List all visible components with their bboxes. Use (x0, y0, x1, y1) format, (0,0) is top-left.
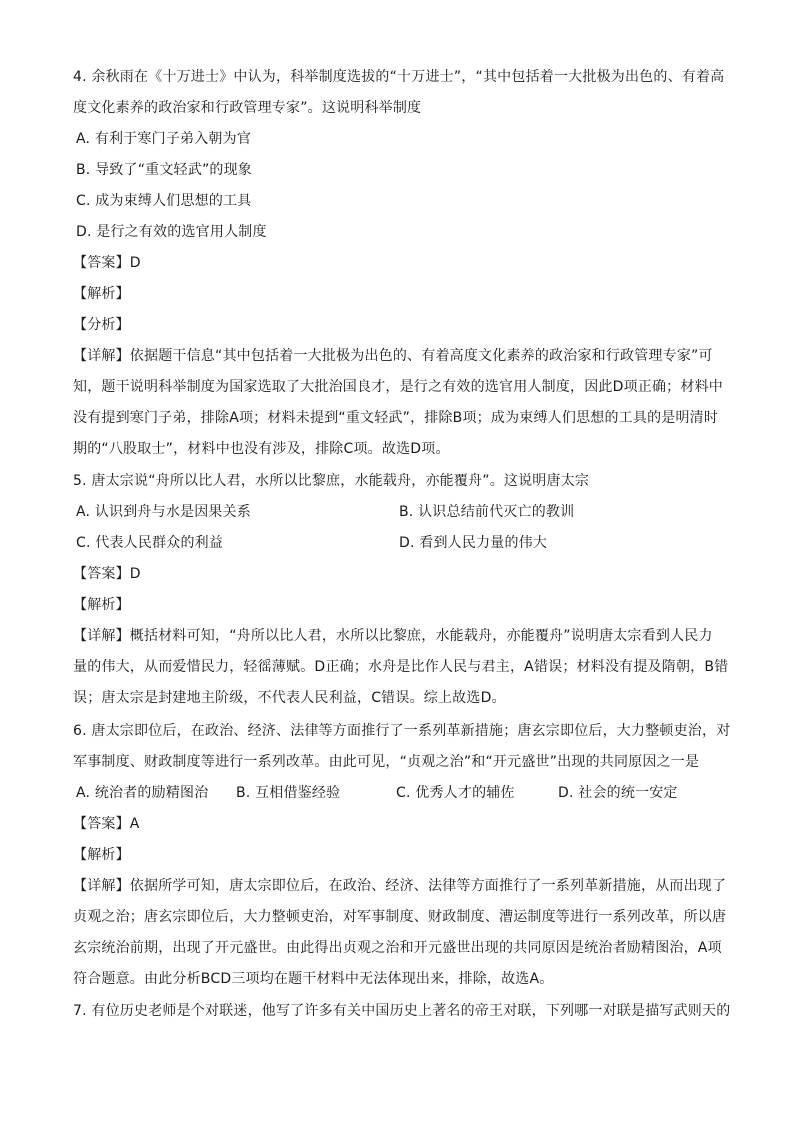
q5-option-a: A. 认识到舟与水是因果关系 (76, 504, 252, 520)
q4-stem-line-1: 4. 余秋雨在《十万进士》中认为，科举制度选拔的“十万进士”，“其中包括着一大批极为出色的、有着高 (73, 69, 725, 85)
q5-detail-line-2: 量的伟大，从而爱惜民力，轻徭薄赋。D正确；水舟是比作人民与君主，A错误；材料没有提及隋朝，B错 (73, 659, 729, 675)
q4-option-b: B. 导致了“重文轻武”的现象 (76, 162, 253, 178)
q6-detail-line-3: 玄宗统治前期，出现了开元盛世。由此得出贞观之治和开元盛世出现的共同原因是统治者励精图治，A项 (73, 940, 722, 956)
q6-stem-line-2: 军事制度、财政制度等进行一系列改革。由此可见，“贞观之治”和“开元盛世”出现的共同原因之一是 (73, 754, 700, 770)
q7-stem-line-1: 7. 有位历史老师是个对联迷，他写了许多有关中国历史上著名的帝王对联，下列哪一对联是描写武则天的 (73, 1003, 731, 1019)
q4-detail-line-1: 【详解】依据题干信息“其中包括着一大批极为出色的、有着高度文化素养的政治家和行政管理专家”可 (73, 348, 713, 364)
q6-option-c: C. 优秀人才的辅佐 (396, 785, 515, 801)
q6-detail-line-2: 贞观之治；唐玄宗即位后，大力整顿吏治，对军事制度、财政制度、漕运制度等进行一系列改革，所以唐 (73, 909, 727, 925)
q4-analysis-label: 【解析】 (73, 286, 130, 302)
q6-detail-line-1: 【详解】依据所学可知，唐太宗即位后，在政治、经济、法律等方面推行了一系列革新措施，从而出现了 (73, 878, 727, 894)
q6-answer: 【答案】A (73, 816, 140, 832)
q4-option-c: C. 成为束缚人们思想的工具 (76, 193, 252, 209)
q4-option-d: D. 是行之有效的选官用人制度 (76, 224, 267, 240)
q5-options-row-1 (76, 502, 724, 522)
q5-answer: 【答案】D (73, 566, 141, 582)
q6-option-d: D. 社会的统一安定 (558, 785, 678, 801)
q4-stem-line-2: 度文化素养的政治家和行政管理专家”。这说明科举制度 (73, 100, 422, 116)
q6-analysis-label: 【解析】 (73, 847, 130, 863)
q5-options-row-2 (76, 533, 724, 553)
q6-options-row (76, 783, 724, 803)
q4-fenxi-label: 【分析】 (73, 317, 130, 333)
q5-detail-line-3: 误；唐太宗是封建地主阶级，不代表人民利益，C错误。综上故选D。 (73, 690, 506, 706)
q5-detail-line-1: 【详解】概括材料可知，“舟所以比人君，水所以比黎庶，水能载舟，亦能覆舟”说明唐太宗看到人民力 (73, 628, 713, 644)
q5-option-c: C. 代表人民群众的利益 (76, 535, 224, 551)
q6-option-a: A. 统治者的励精图治 (76, 785, 209, 801)
q6-detail-line-4: 符合题意。由此分析BCD三项均在题干材料中无法体现出来，排除，故选A。 (73, 971, 554, 987)
q6-stem-line-1: 6. 唐太宗即位后，在政治、经济、法律等方面推行了一系列革新措施；唐玄宗即位后，大力整顿吏治，对 (73, 723, 731, 739)
q4-option-a: A. 有利于寒门子弟入朝为官 (76, 131, 252, 147)
q5-analysis-label: 【解析】 (73, 597, 130, 613)
q4-detail-line-2: 知，题干说明科举制度为国家选取了大批治国良才，是行之有效的选官用人制度，因此D项正确；材料中 (73, 379, 723, 395)
q4-answer: 【答案】D (73, 255, 141, 271)
q5-stem: 5. 唐太宗说“舟所以比人君，水所以比黎庶，水能载舟，亦能覆舟”。这说明唐太宗 (73, 473, 590, 489)
q5-option-d: D. 看到人民力量的伟大 (399, 535, 548, 551)
q6-option-b: B. 互相借鉴经验 (236, 785, 341, 801)
q4-detail-line-3: 没有提到寒门子弟，排除A项；材料未提到“重文轻武”，排除B项；成为束缚人们思想的工具的是明清时 (73, 410, 719, 426)
q4-detail-line-4: 期的“八股取士”，材料中也没有涉及，排除C项。故选D项。 (73, 441, 450, 457)
q5-option-b: B. 认识总结前代灭亡的教训 (399, 504, 575, 520)
